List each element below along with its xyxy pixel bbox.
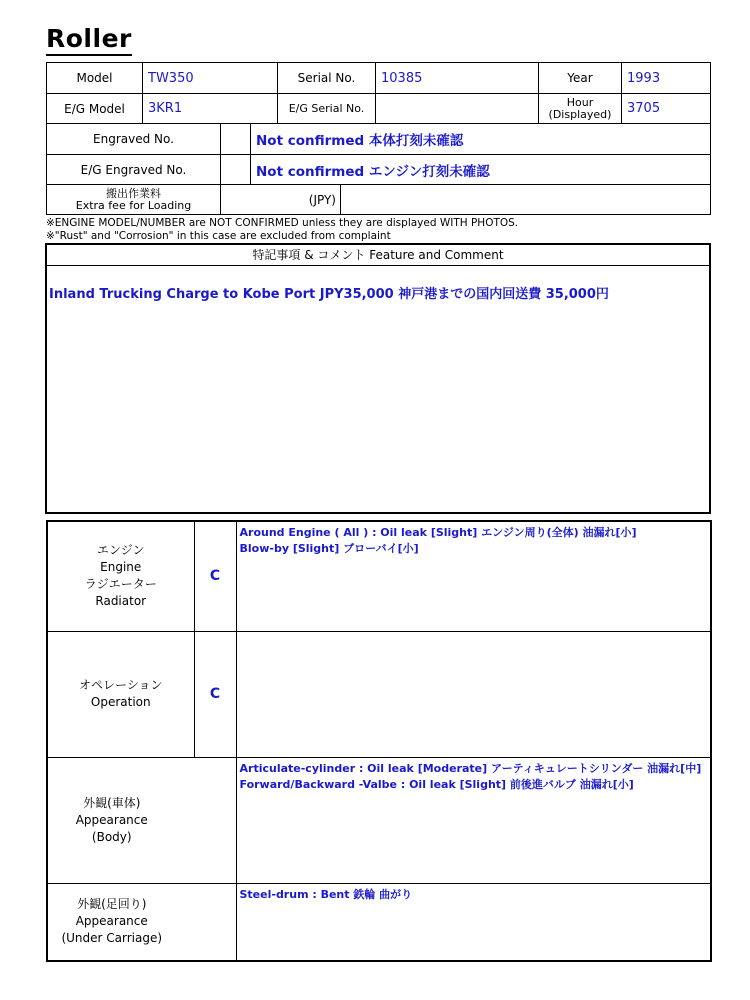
extra-fee-label-jp: 搬出作業料	[106, 186, 161, 200]
feature-section	[45, 243, 711, 514]
year-label: Year	[539, 63, 622, 94]
eg-engraved-spacer	[221, 155, 251, 185]
under-label-en: Appearance	[75, 914, 148, 929]
under-carriage-comment	[236, 883, 711, 961]
hour-value: 3705	[622, 94, 711, 124]
extra-fee-label-en: Extra fee for Loading	[75, 198, 192, 212]
body-comment	[236, 757, 711, 883]
extra-fee-value	[341, 185, 711, 215]
engine-comment	[236, 521, 711, 631]
operation-category	[47, 631, 194, 757]
operation-grade: C	[194, 631, 236, 757]
engine-grade: C	[194, 521, 236, 631]
feature-text: Inland Trucking Charge to Kobe Port JPY35,000 神戸港までの国内回送費 35,000円	[49, 287, 609, 302]
body-label-sub: (Body)	[91, 829, 132, 844]
under-comment-line1: Steel-drum : Bent 鉄輪 曲がり	[239, 887, 413, 901]
eg-engraved-label: E/G Engraved No.	[47, 155, 221, 185]
engine-label-en: Engine	[100, 560, 142, 575]
eg-serial-label: E/G Serial No.	[278, 94, 376, 124]
eg-engraved-value: Not confirmed エンジン打刻未確認	[251, 155, 711, 185]
serial-label: Serial No.	[278, 63, 376, 94]
body-label-en: Appearance	[75, 812, 148, 827]
page-title: Roller	[46, 24, 132, 56]
body-comment-line2: Forward/Backward -Valbe : Oil leak [Slight] 前後進バルブ 油漏れ[小]	[239, 777, 634, 791]
serial-value: 10385	[376, 63, 539, 94]
feature-header: 特記事項 & コメント Feature and Comment	[47, 245, 709, 266]
body-label-jp: 外観(車体)	[83, 795, 141, 810]
engine-comment-line1: Around Engine ( All ) : Oil leak [Slight] エンジン周り(全体) 油漏れ[小]	[239, 526, 637, 539]
under-label-sub: (Under Carriage)	[61, 931, 163, 946]
eg-model-label: E/G Model	[47, 94, 143, 124]
radiator-label-en: Radiator	[95, 594, 147, 609]
year-value: 1993	[622, 63, 711, 94]
hour-label-line1: Hour	[566, 95, 594, 109]
note-rust: ※"Rust" and "Corrosion" in this case are excluded from complaint	[46, 230, 391, 242]
spec-table	[46, 62, 711, 124]
under-carriage-category	[47, 883, 236, 961]
hour-label-line2: (Displayed)	[548, 107, 612, 121]
inspection-table	[46, 520, 712, 962]
engraved-label: Engraved No.	[47, 124, 221, 155]
model-label: Model	[47, 63, 143, 94]
model-value: TW350	[143, 63, 278, 94]
engine-label-jp: エンジン	[97, 543, 145, 558]
extra-fee-label	[47, 185, 221, 215]
body-comment-line1: Articulate-cylinder : Oil leak [Moderate] アーティキュレートシリンダー 油漏れ[中]	[239, 761, 702, 775]
operation-label-jp: オペレーション	[78, 678, 163, 692]
eg-model-value: 3KR1	[143, 94, 278, 124]
engraved-value: Not confirmed 本体打刻未確認	[251, 124, 711, 155]
engraved-table	[46, 123, 711, 215]
radiator-label-jp: ラジエーター	[84, 577, 157, 592]
engraved-spacer	[221, 124, 251, 155]
engine-comment-line2: Blow-by [Slight] ブローバイ[小]	[239, 542, 419, 555]
hour-label	[539, 94, 622, 124]
under-label-jp: 外観(足回り)	[77, 897, 147, 912]
note-engine: ※ENGINE MODEL/NUMBER are NOT CONFIRMED unless they are displayed WITH PHOTOS.	[46, 217, 519, 229]
eg-serial-value	[376, 94, 539, 124]
engine-category	[47, 521, 194, 631]
operation-comment	[236, 631, 711, 757]
body-category	[47, 757, 236, 883]
operation-label-en: Operation	[90, 695, 151, 709]
extra-fee-unit: (JPY)	[221, 185, 341, 215]
